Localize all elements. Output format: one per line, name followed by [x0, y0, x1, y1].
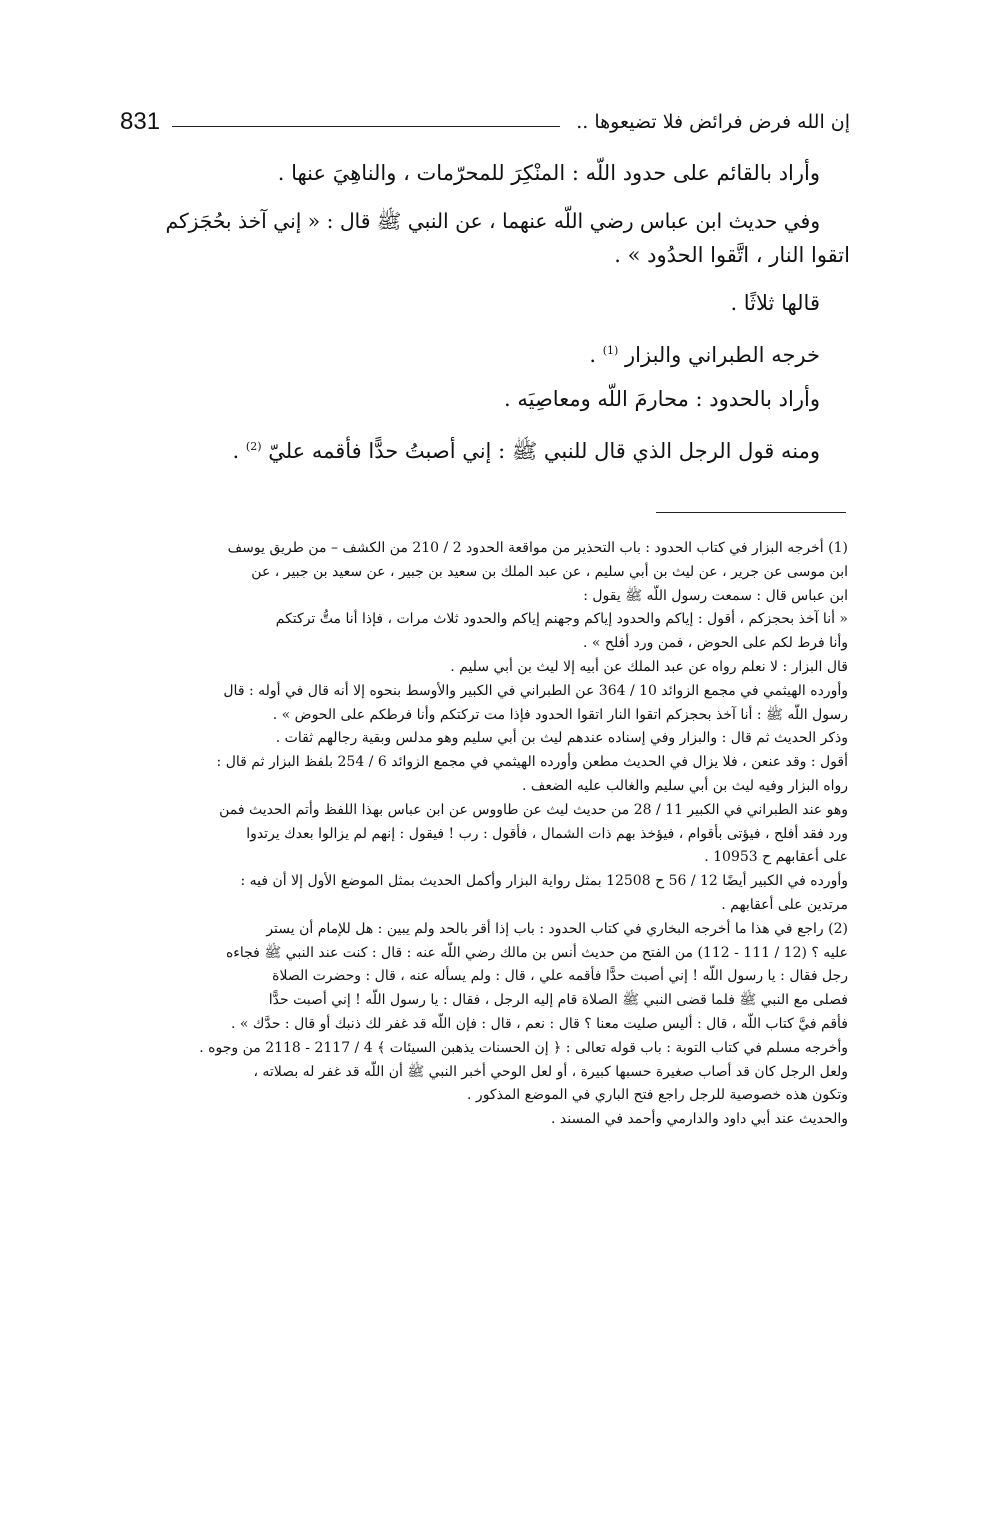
- main-line-text: خرجه الطبراني والبزار: [625, 343, 820, 367]
- footnote-line: ابن عباس قال : سمعت رسول اللّه ﷺ يقول :: [583, 587, 848, 604]
- footnote-line: فصلى مع النبي ﷺ فلما قضى النبي ﷺ الصلاة قام إليه الرجل ، فقال : يا رسول اللّه ! إني أصبت حدًّا: [268, 992, 848, 1009]
- main-text-line: [160, 208, 850, 242]
- footnote-separator: [656, 512, 846, 513]
- footnote-line: قال البزار : لا نعلم رواه عن عبد الملك عن أبيه إلا ليث بن أبي سليم .: [450, 658, 848, 675]
- footnotes: [112, 536, 848, 1131]
- footnote-line: وأورده الهيثمي في مجمع الزوائد 10 / 364 عن الطبراني في الكبير والأوسط بنحوه إلا أنه قال في أوله : قال: [223, 682, 848, 699]
- header-rule: [172, 126, 560, 127]
- main-line-tail: .: [589, 343, 603, 367]
- footnote-line: ابن موسى عن جرير ، عن ليث بن أبي سليم ، عن عبد الملك بن سعيد بن جبير ، عن سعيد بن جبير ، عن: [251, 563, 848, 580]
- main-line-text: قالها ثلاثًا .: [730, 291, 820, 315]
- footnote-line: رجل فقال : يا رسول اللّه ! إني أصبت حدًّا فأقمه علي ، قال : ولم يسأله عنه ، قال : وحضرت الصلاة: [272, 968, 848, 985]
- main-text-line: [160, 242, 850, 290]
- main-text-line: [160, 160, 850, 208]
- footnote-line: (2) راجع في هذا ما أخرجه البخاري في كتاب الحدود : باب إذا أقر بالحد ولم يبين : هل للإمام أن يستر: [266, 920, 848, 937]
- main-text-line: [160, 338, 850, 386]
- footnote-line: « أنا آخذ بحجزكم ، أقول : إياكم والحدود إياكم وجهنم إياكم والحدود ثلاث مرات ، فإذا أنا متُّ تركتكم: [275, 611, 848, 628]
- page-header: [120, 104, 850, 144]
- main-line-text: اتقوا النار ، اتَّقوا الحدُود » .: [614, 243, 850, 267]
- footnote-line: ورد فقد أفلح ، فيؤتى بأقوام ، فيؤخذ بهم ذات الشمال ، فأقول : رب ! فيقول : إنهم لم يزالوا بعدك يرتدوا: [246, 825, 848, 842]
- footnote-line: على أعقابهم ح 10953 .: [704, 849, 848, 866]
- main-text: [160, 160, 850, 482]
- main-text-line: [160, 386, 850, 434]
- footnote-marker: (2): [245, 440, 262, 453]
- footnote-line: عليه ؟ (12 / 111 - 112) من الفتح من حديث أنس بن مالك رضي اللّه عنه : قال : كنت عند النبي ﷺ فجاءه: [225, 944, 848, 961]
- main-text-line: [160, 434, 850, 482]
- footnote-line: رسول اللّه ﷺ : أنا آخذ بحجزكم اتقوا النار اتقوا الحدود فإذا مت تركتكم وأنا فرطكم على الحوض » .: [272, 706, 848, 723]
- footnote-line: وهو عند الطبراني في الكبير 11 / 28 من حديث ليث عن طاووس عن ابن عباس بهذا اللفظ وأتم الحديث فمن: [219, 801, 848, 818]
- main-line-tail: .: [232, 439, 246, 463]
- running-title: إن الله فرض فرائض فلا تضيعوها ..: [576, 111, 850, 133]
- main-text-line: [160, 290, 850, 338]
- footnote-line: وتكون هذه خصوصية للرجل راجع فتح الباري في الموضع المذكور .: [467, 1087, 848, 1104]
- footnote-line: فأقم فيَّ كتاب اللّه ، قال : أليس صليت معنا ؟ قال : نعم ، قال : فإن اللّه قد غفر لك ذنبك أو قال : حدَّك » .: [231, 1015, 848, 1032]
- footnote-line: مرتدين على أعقابهم .: [721, 896, 848, 913]
- footnote-line: وذكر الحديث ثم قال : والبزار وفي إسناده عندهم ليث بن أبي سليم وهو مدلس وبقية رجالهم ثقات .: [275, 730, 848, 747]
- footnote-line: (1) أخرجه البزار في كتاب الحدود : باب التحذير من مواقعة الحدود 2 / 210 من الكشف – من طريق يوسف: [227, 540, 848, 556]
- footnote-marker: (1): [602, 344, 619, 357]
- footnote-line: ولعل الرجل كان قد أصاب صغيرة حسبها كبيرة ، أو لعل الوحي أخبر النبي ﷺ أن اللّه قد غفر له بصلاته ،: [253, 1063, 848, 1080]
- main-line-text: وأراد بالقائم على حدود اللّه : المنْكِرَ للمحرّمات ، والناهِيَ عنها .: [277, 161, 820, 185]
- main-line-text: وفي حديث ابن عباس رضي اللّه عنهما ، عن النبي ﷺ قال : « إني آخذ بحُجَزكم: [165, 209, 820, 233]
- main-line-text: ومنه قول الرجل الذي قال للنبي ﷺ : إني أصبتُ حدًّا فأقمه عليّ: [268, 439, 820, 463]
- footnote-line: وأنا فرط لكم على الحوض ، فمن ورد أفلح » .: [583, 635, 848, 652]
- footnote-line: وأخرجه مسلم في كتاب التوبة : باب قوله تعالى : ﴿ إن الحسنات يذهبن السيئات ﴾ 4 / 2117 - 2118 من وجوه .: [199, 1039, 848, 1056]
- footnote-line: رواه البزار وفيه ليث بن أبي سليم والغالب عليه الضعف .: [522, 777, 848, 794]
- footnote-line: أقول : وقد عنعن ، فلا يزال في الحديث مطعن وأورده الهيثمي في مجمع الزوائد 6 / 254 بلفظ البزار ثم قال :: [216, 754, 848, 771]
- footnote-line: وأورده في الكبير أيضًا 12 / 56 ح 12508 بمثل رواية البزار وأكمل الحديث بمثل الموضع الأول إلا أن فيه :: [240, 873, 848, 890]
- footnote-line: والحديث عند أبي داود والدارمي وأحمد في المسند .: [550, 1111, 848, 1128]
- page-number: 831: [120, 108, 161, 135]
- main-line-text: وأراد بالحدود : محارمَ اللّه ومعاصِيَه .: [504, 387, 820, 411]
